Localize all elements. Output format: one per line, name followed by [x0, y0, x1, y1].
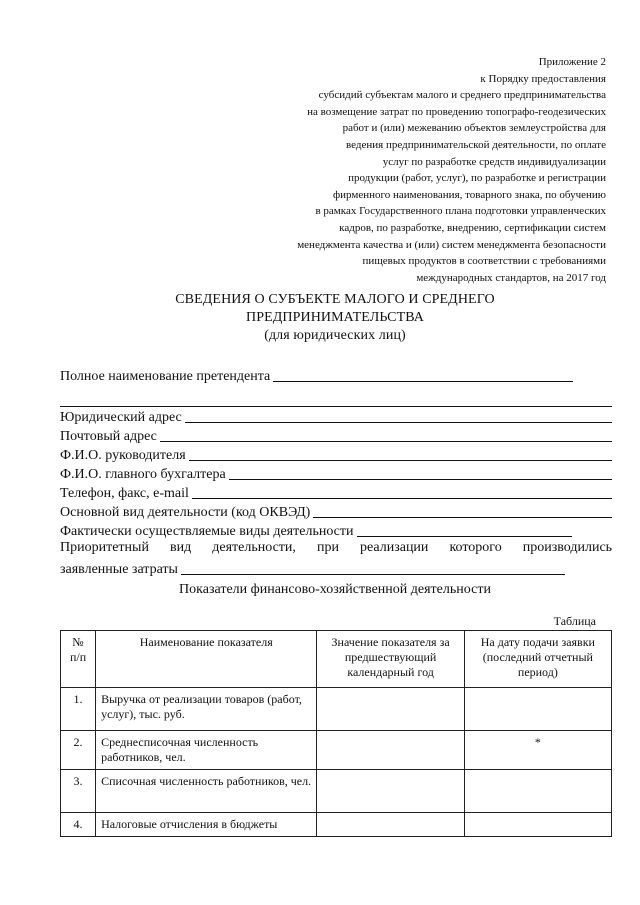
applicant-form: [60, 366, 612, 578]
priority-word: реализации: [360, 540, 429, 555]
full-name-input-line[interactable]: [273, 380, 573, 382]
section-title: Показатели финансово-хозяйственной деятельности: [179, 582, 491, 597]
priority-word: деятельности,: [212, 540, 296, 555]
appendix-line: услуг по разработке средств индивидуализации: [382, 155, 606, 168]
header-name: Наименование показателя: [96, 631, 317, 688]
appendix-line: пищевых продуктов в соответствии с требованиями: [362, 255, 606, 268]
field-label: Юридический адрес: [60, 410, 182, 425]
table-row: [61, 731, 612, 770]
row-current-cell[interactable]: *: [464, 731, 611, 770]
header-current: На дату подачи заявки (последний отчетный период): [464, 631, 611, 688]
row-current-cell[interactable]: [464, 688, 611, 731]
field-postal-address: [60, 426, 612, 445]
row-prev-cell[interactable]: [317, 770, 464, 813]
row-name: Выручка от реализации товаров (работ, услуг), тыс. руб.: [96, 688, 317, 731]
indicators-table: [60, 630, 612, 837]
appendix-line: международных стандартов, на 2017 год: [416, 271, 606, 284]
table-row: [61, 813, 612, 837]
appendix-line: продукции (работ, услуг), по разработке и регистрации: [348, 172, 606, 185]
table-caption: Таблица: [553, 614, 596, 628]
priority-word: Приоритетный: [60, 540, 149, 555]
contacts-input-line[interactable]: [192, 497, 612, 499]
appendix-line: на возмещение затрат по проведению топографо-геодезических: [307, 105, 606, 118]
field-label: Телефон, факс, e-mail: [60, 486, 189, 501]
appendix-line: менеджмента качества и (или) систем менеджмента безопасности: [297, 238, 606, 251]
row-name: Налоговые отчисления в бюджеты: [96, 813, 317, 837]
title-subtitle: (для юридических лиц): [264, 328, 406, 343]
row-prev-cell[interactable]: [317, 731, 464, 770]
priority-word: при: [316, 540, 339, 555]
row-name: Списочная численность работников, чел.: [96, 770, 317, 813]
row-num: 4.: [61, 813, 96, 837]
field-actual-activities: [60, 521, 612, 540]
appendix-line: фирменного наименования, товарного знака, по обучению: [333, 188, 606, 201]
field-contacts: [60, 483, 612, 502]
field-label: Ф.И.О. руководителя: [60, 448, 186, 463]
title-line-1: СВЕДЕНИЯ О СУБЪЕКТЕ МАЛОГО И СРЕДНЕГО: [175, 292, 495, 307]
row-num: 3.: [61, 770, 96, 813]
row-prev-cell[interactable]: [317, 813, 464, 837]
appendix-line: ведения предпринимательской деятельности, по оплате: [346, 138, 606, 151]
accountant-input-line[interactable]: [229, 478, 612, 480]
row-prev-cell[interactable]: [317, 688, 464, 731]
field-label: Полное наименование претендента: [60, 369, 271, 384]
field-full-name: [60, 366, 612, 385]
row-current-cell[interactable]: [464, 813, 611, 837]
legal-address-input-line[interactable]: [185, 421, 612, 423]
header-prev: Значение показателя за предшествующий календарный год: [317, 631, 464, 688]
appendix-line: в рамках Государственного плана подготовки управленческих: [315, 205, 606, 218]
field-legal-address: [60, 407, 612, 426]
priority-word: которого: [449, 540, 502, 555]
table-row: [61, 770, 612, 813]
row-name: Среднесписочная численность работников, чел.: [96, 731, 317, 770]
field-accountant: [60, 464, 612, 483]
field-label: Ф.И.О. главного бухгалтера: [60, 467, 226, 482]
field-priority-activity: [60, 559, 612, 578]
actual-activities-input-line[interactable]: [357, 535, 572, 537]
row-num: 1.: [61, 688, 96, 731]
postal-address-input-line[interactable]: [160, 440, 612, 442]
document-title: [60, 291, 610, 345]
appendix-line: кадров, по разработке, внедрению, сертификации систем: [339, 221, 606, 234]
field-label: Основной вид деятельности (код ОКВЭД): [60, 505, 311, 520]
appendix-header: [226, 54, 606, 286]
appendix-line: к Порядку предоставления: [480, 72, 606, 85]
field-label: Фактически осуществляемые виды деятельности: [60, 524, 354, 539]
main-activity-input-line[interactable]: [313, 516, 612, 518]
title-line-2: ПРЕДПРИНИМАТЕЛЬСТВА: [245, 310, 424, 325]
full-name-continuation-line[interactable]: [60, 385, 612, 407]
priority-activity-label: [60, 540, 612, 559]
appendix-line: работ и (или) межеванию объектов землеустройства для: [342, 122, 606, 135]
director-input-line[interactable]: [189, 459, 612, 461]
appendix-line: Приложение 2: [538, 56, 606, 68]
table-header-row: [61, 631, 612, 688]
field-main-activity: [60, 502, 612, 521]
row-num: 2.: [61, 731, 96, 770]
field-label: Почтовый адрес: [60, 429, 157, 444]
priority-word: производились: [522, 540, 613, 555]
priority-word: вид: [169, 540, 192, 555]
priority-activity-input-line[interactable]: [181, 573, 565, 575]
field-label: заявленные затраты: [60, 562, 178, 577]
appendix-line: субсидий субъектам малого и среднего предпринимательства: [318, 89, 606, 102]
table-row: [61, 688, 612, 731]
row-current-cell[interactable]: [464, 770, 611, 813]
header-num: № п/п: [61, 631, 96, 688]
field-director: [60, 445, 612, 464]
